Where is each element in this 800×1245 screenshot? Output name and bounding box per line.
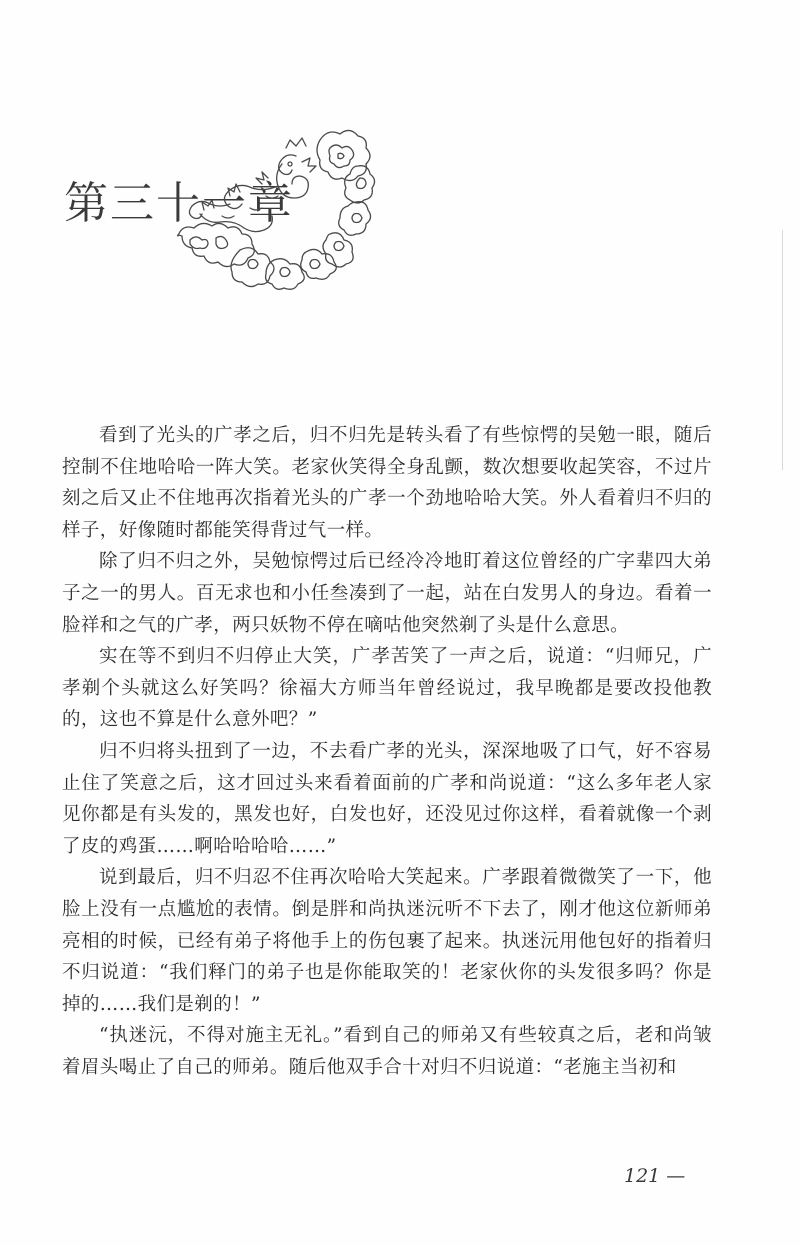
paragraph: 归不归将头扭到了一边，不去看广孝的光头，深深地吸了口气，好不容易止住了笑意之后，这才回过头来看着面前的广孝和尚说道：“这么多年老人家见你都是有头发的，黑发也好，白发也好，还没见过你这样，看着就像一个剥了皮的鸡蛋……啊哈哈哈哈……” — [62, 740, 712, 857]
cloud-dragon-ornament-icon — [170, 118, 380, 293]
chapter-body — [62, 420, 712, 1083]
page-number: 121 — — [624, 1165, 686, 1187]
page-edge-line — [782, 230, 783, 470]
paragraph: 看到了光头的广孝之后，归不归先是转头看了有些惊愕的吴勉一眼，随后控制不住地哈哈一阵大笑。老家伙笑得全身乱颤，数次想要收起笑容，不过片刻之后又止不住地再次指着光头的广孝一个劲地哈哈大笑。外人看着归不归的样子，好像随时都能笑得背过气一样。 — [62, 425, 712, 541]
paragraph: 说到最后，归不归忍不住再次哈哈大笑起来。广孝跟着微微笑了一下，他脸上没有一点尴尬的表情。倒是胖和尚执迷沅听不下去了，刚才他这位新师弟亮相的时候，已经有弟子将他手上的伤包裹了起来。执迷沅用他包好的指着归不归说道：“我们释门的弟子也是你能取笑的！老家伙你的头发很多吗？你是掉的……我们是剃的！” — [62, 867, 712, 1015]
paragraph: 实在等不到归不归停止大笑，广孝苦笑了一声之后，说道：“归师兄，广孝剃个头就这么好笑吗？徐福大方师当年曾经说过，我早晚都是要改投他教的，这也不算是什么意外吧？” — [62, 646, 712, 731]
chapter-title: 第三十一章 — [64, 178, 294, 230]
paragraph: 除了归不归之外，吴勉惊愕过后已经冷冷地盯着这位曾经的广字辈四大弟子之一的男人。百无求也和小任叁凑到了一起，站在白发男人的身边。看着一脸祥和之气的广孝，两只妖物不停在嘀咕他突然剃了头是什么意思。 — [62, 551, 712, 636]
paragraph: “执迷沅，不得对施主无礼。”看到自己的师弟又有些较真之后，老和尚皱着眉头喝止了自己的师弟。随后他双手合十对归不归说道：“老施主当初和 — [62, 1025, 712, 1078]
